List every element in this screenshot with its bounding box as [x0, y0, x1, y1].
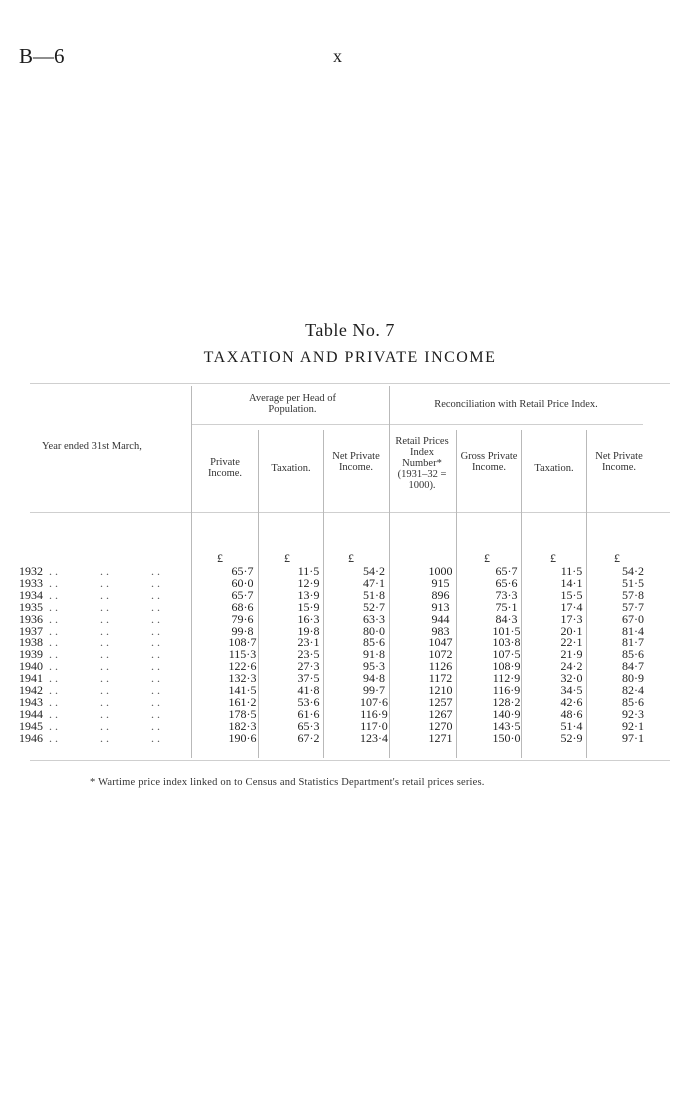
value-cell-net: 91·8: [363, 647, 385, 662]
value-cell-private: 65·7: [231, 587, 254, 602]
value-cell-tax: 37·5: [297, 671, 320, 686]
value-cell-tax: 27·3: [297, 659, 320, 674]
value-cell-gross: 101·5: [492, 623, 521, 638]
value-cell-gross: 107·5: [492, 647, 521, 662]
value-cell-net: 123·4: [360, 730, 388, 745]
value-cell-private: 122·6: [228, 659, 257, 674]
year-label: 1936: [19, 611, 43, 626]
value-cell-net: 107·6: [360, 694, 388, 709]
income-data-table: [0, 566, 662, 745]
value-cell-rpi: 1000: [428, 564, 453, 578]
value-cell-net: 54·2: [363, 564, 385, 578]
value-cell-net2: 81·7: [622, 635, 644, 650]
value-cell-rpi: 1126: [428, 659, 453, 674]
value-cell-net2: 57·8: [622, 587, 644, 602]
value-cell-private: 79·6: [231, 611, 254, 626]
value-cell-private: 60·0: [231, 575, 254, 590]
value-cell-tax2: 11·5: [560, 564, 583, 578]
value-cell-rpi: 915: [431, 575, 450, 590]
value-cell-tax2: 17·4: [560, 599, 583, 614]
value-cell-rpi: 1047: [428, 635, 453, 650]
value-cell-private: 68·6: [231, 599, 254, 614]
value-cell-gross: 65·6: [495, 575, 518, 590]
leader-dots: . . . . . .: [43, 671, 160, 686]
year-label: 1940: [19, 659, 43, 674]
leader-dots: . . . . . .: [43, 706, 160, 721]
value-cell-net: 47·1: [363, 575, 385, 590]
value-cell-net: 51·8: [363, 587, 385, 602]
value-cell-private: 65·7: [231, 564, 254, 578]
column-header-taxation-2: Taxation.: [534, 463, 574, 474]
value-cell-tax2: 48·6: [560, 706, 583, 721]
value-cell-tax2: 21·9: [560, 647, 583, 662]
year-label: 1939: [19, 647, 43, 662]
column-header-net-private-income-2: Net Private Income.: [595, 451, 643, 473]
leader-dots: . . . . . .: [43, 718, 160, 733]
value-cell-gross: 128·2: [492, 694, 521, 709]
value-cell-tax2: 51·4: [560, 718, 583, 733]
value-cell-tax2: 52·9: [560, 730, 583, 745]
year-label: 1941: [19, 671, 43, 686]
leader-dots: . . . . . .: [43, 683, 160, 698]
value-cell-private: 190·6: [228, 730, 257, 745]
value-cell-net2: 85·6: [622, 694, 644, 709]
year-label: 1943: [19, 694, 43, 709]
unit-symbol: £: [614, 551, 620, 565]
header-bottom-rule: [30, 512, 670, 513]
value-cell-tax: 12·9: [297, 575, 320, 590]
leader-dots: . . . . . .: [43, 647, 160, 662]
year-label: 1944: [19, 706, 43, 721]
value-cell-net2: 84·7: [622, 659, 644, 674]
value-cell-rpi: 1271: [428, 730, 453, 745]
unit-symbol: £: [550, 551, 556, 565]
value-cell-net: 52·7: [363, 599, 385, 614]
value-cell-rpi: 1257: [428, 694, 453, 709]
table-bottom-rule: [30, 760, 670, 761]
leader-dots: . . . . . .: [43, 599, 160, 614]
value-cell-tax: 67·2: [297, 730, 320, 745]
value-cell-tax2: 42·6: [560, 694, 583, 709]
value-cell-tax: 41·8: [297, 683, 320, 698]
value-cell-gross: 75·1: [495, 599, 518, 614]
value-cell-net2: 85·6: [622, 647, 644, 662]
value-cell-rpi: 1172: [428, 671, 453, 686]
table-number: Table No. 7: [305, 320, 395, 340]
value-cell-net2: 67·0: [622, 611, 644, 626]
unit-symbol: £: [284, 551, 290, 565]
page-numeral: x: [333, 46, 342, 66]
value-cell-private: 182·3: [228, 718, 257, 733]
table-row: [0, 733, 662, 745]
leader-dots: . . . . . .: [43, 623, 160, 638]
group-header-average: Average per Head of Population.: [249, 393, 336, 415]
group-header-rule: [191, 424, 643, 425]
table-title: TAXATION AND PRIVATE INCOME: [203, 349, 497, 366]
leader-dots: . . . . . .: [43, 730, 160, 745]
value-cell-gross: 65·7: [495, 564, 518, 578]
value-cell-net2: 92·3: [622, 706, 644, 721]
value-cell-net2: 57·7: [622, 599, 644, 614]
value-cell-private: 99·8: [231, 623, 254, 638]
value-cell-tax2: 17·3: [560, 611, 583, 626]
value-cell-private: 141·5: [228, 683, 257, 698]
value-cell-gross: 143·5: [492, 718, 521, 733]
value-cell-tax: 61·6: [297, 706, 320, 721]
value-cell-private: 161·2: [228, 694, 257, 709]
value-cell-gross: 103·8: [492, 635, 521, 650]
value-cell-net2: 51·5: [622, 575, 644, 590]
value-cell-rpi: 1267: [428, 706, 453, 721]
value-cell-tax: 23·1: [297, 635, 320, 650]
value-cell-tax2: 22·1: [560, 635, 583, 650]
value-cell-tax: 23·5: [297, 647, 320, 662]
value-cell-tax2: 32·0: [560, 671, 583, 686]
value-cell-private: 178·5: [228, 706, 257, 721]
value-cell-rpi: 896: [431, 587, 450, 602]
value-cell-tax: 19·8: [297, 623, 320, 638]
leader-dots: . . . . . .: [43, 587, 160, 602]
footnote: * Wartime price index linked on to Census and Statistics Department's retail prices series.: [90, 777, 485, 788]
value-cell-rpi: 944: [431, 611, 450, 626]
value-cell-net: 63·3: [363, 611, 385, 626]
year-label: 1933: [19, 575, 43, 590]
year-cell: [0, 730, 209, 745]
value-cell-tax: 13·9: [297, 587, 320, 602]
value-cell-gross: 84·3: [495, 611, 518, 626]
value-cell-private: 115·3: [228, 647, 257, 662]
value-cell-gross: 116·9: [492, 683, 521, 698]
value-cell-net2: 92·1: [622, 718, 644, 733]
value-cell-tax: 65·3: [297, 718, 320, 733]
value-cell-net: 117·0: [360, 718, 388, 733]
unit-symbol: £: [484, 551, 490, 565]
value-cell-tax: 16·3: [297, 611, 320, 626]
year-label: 1935: [19, 599, 43, 614]
value-cell-rpi: 983: [431, 623, 450, 638]
leader-dots: . . . . . .: [43, 694, 160, 709]
value-cell-tax2: 15·5: [560, 587, 583, 602]
value-cell-gross: 73·3: [495, 587, 518, 602]
value-cell-net2: 81·4: [622, 623, 644, 638]
stub-header: Year ended 31st March,: [42, 441, 142, 452]
leader-dots: . . . . . .: [43, 635, 160, 650]
value-cell-private: 108·7: [228, 635, 257, 650]
column-header-private-income: Private Income.: [207, 457, 243, 479]
value-cell-net: 85·6: [363, 635, 385, 650]
column-header-net-private-income: Net Private Income.: [332, 451, 380, 473]
value-cell-net2: 80·9: [622, 671, 644, 686]
page-identifier: B—6: [19, 44, 65, 68]
value-cell-private: 132·3: [228, 671, 257, 686]
year-label: 1945: [19, 718, 43, 733]
value-cell-rpi: 1210: [428, 683, 453, 698]
value-cell-net: 116·9: [360, 706, 388, 721]
column-header-taxation: Taxation.: [271, 463, 311, 474]
value-cell-tax: 15·9: [297, 599, 320, 614]
value-cell-tax2: 34·5: [560, 683, 583, 698]
value-cell-gross: 112·9: [492, 671, 521, 686]
value-cell-net2: 54·2: [622, 564, 644, 578]
leader-dots: . . . . . .: [43, 575, 160, 590]
value-cell-net: 80·0: [363, 623, 385, 638]
group-header-reconciliation: Reconciliation with Retail Price Index.: [434, 399, 598, 410]
value-cell-tax: 11·5: [297, 564, 320, 578]
year-label: 1938: [19, 635, 43, 650]
unit-symbol: £: [217, 551, 223, 565]
value-cell-gross: 150·0: [492, 730, 521, 745]
value-cell-net2: 97·1: [622, 730, 644, 745]
leader-dots: . . . . . .: [43, 611, 160, 626]
year-label: 1946: [19, 730, 43, 745]
year-label: 1937: [19, 623, 43, 638]
value-cell-net: 95·3: [363, 659, 385, 674]
column-header-gross-private-income: Gross Private Income.: [460, 451, 518, 473]
value-cell-rpi: 1072: [428, 647, 453, 662]
value-cell-tax: 53·6: [297, 694, 320, 709]
value-cell-net: 94·8: [363, 671, 385, 686]
value-cell-gross: 108·9: [492, 659, 521, 674]
value-cell-tax2: 24·2: [560, 659, 583, 674]
value-cell-gross: 140·9: [492, 706, 521, 721]
unit-symbol: £: [348, 551, 354, 565]
value-cell-net: 99·7: [363, 683, 385, 698]
leader-dots: . . . . . .: [43, 564, 160, 578]
value-cell-tax2: 14·1: [560, 575, 583, 590]
header-top-rule: [30, 383, 670, 384]
year-label: 1932: [19, 564, 43, 578]
value-cell-rpi: 1270: [428, 718, 453, 733]
column-header-retail-prices-index: Retail Prices Index Number* (1931–32 = 1000).: [395, 436, 449, 491]
year-label: 1934: [19, 587, 43, 602]
year-label: 1942: [19, 683, 43, 698]
leader-dots: . . . . . .: [43, 659, 160, 674]
value-cell-net2: 82·4: [622, 683, 644, 698]
value-cell-rpi: 913: [431, 599, 450, 614]
value-cell-tax2: 20·1: [560, 623, 583, 638]
